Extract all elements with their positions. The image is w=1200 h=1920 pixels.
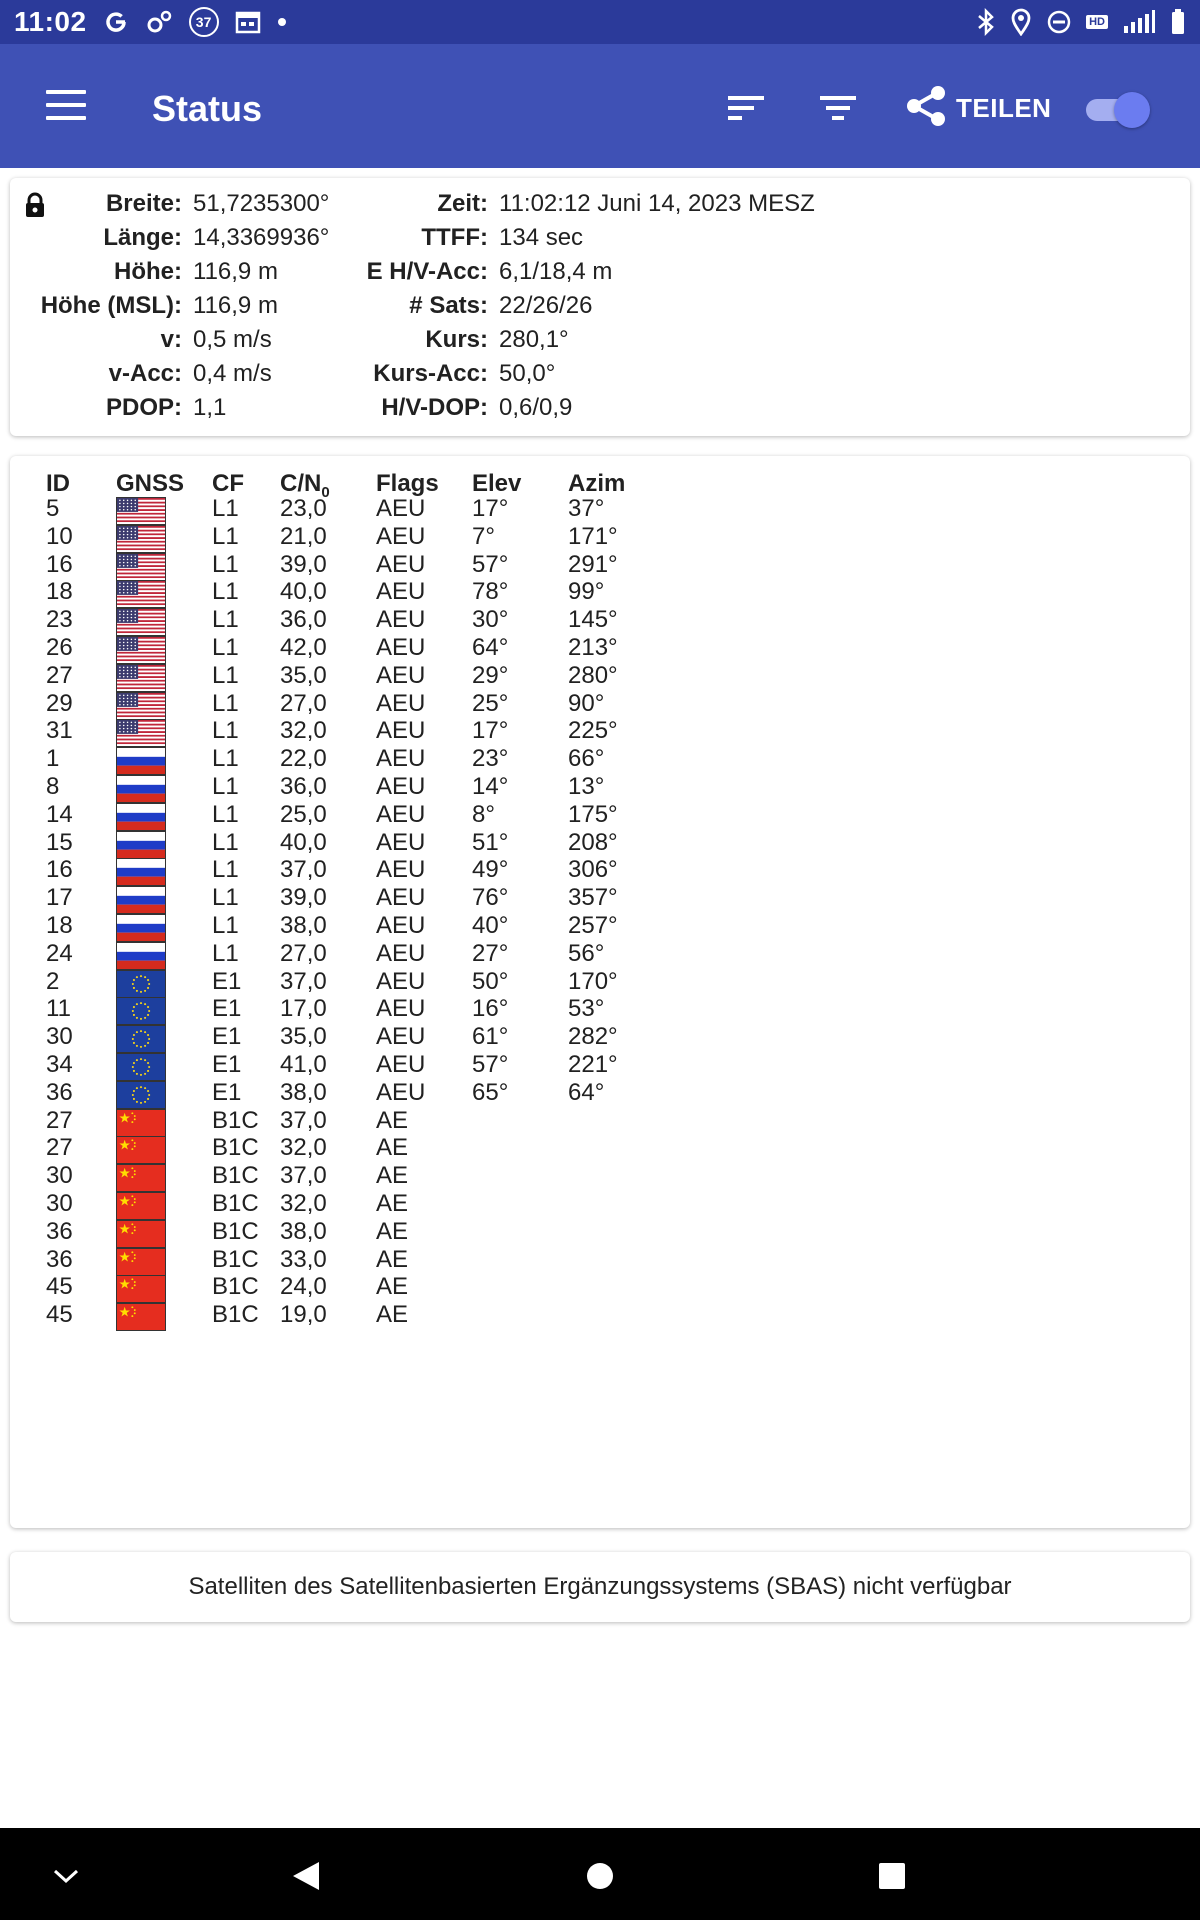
cell-elev: 40° xyxy=(472,912,509,939)
cell-cn0: 37,0 xyxy=(280,967,327,995)
cell-flags: AEU xyxy=(376,912,426,939)
cell-cf: B1C xyxy=(212,1245,259,1273)
cell-flags: AEU xyxy=(376,578,426,606)
cell-id: 31 xyxy=(46,717,73,745)
cell-id: 30 xyxy=(46,1023,73,1051)
cell-cf: L1 xyxy=(212,717,239,745)
position-value: 116,9 m xyxy=(193,292,278,319)
cell-flags: AEU xyxy=(376,634,426,661)
notification-count: 37 xyxy=(195,14,212,30)
cell-elev: 25° xyxy=(472,689,509,717)
navigation-bar xyxy=(0,1828,1200,1920)
position-card xyxy=(10,178,1190,436)
header-flags: Flags xyxy=(376,470,439,497)
dot-icon xyxy=(277,17,287,27)
cell-flags: AEU xyxy=(376,828,426,856)
cell-flags: AEU xyxy=(376,800,426,828)
cell-cf: B1C xyxy=(212,1217,259,1245)
cell-elev: 65° xyxy=(472,1078,509,1106)
cell-flags: AEU xyxy=(376,967,426,995)
position-label: Kurs: xyxy=(425,326,488,353)
cell-cf: B1C xyxy=(212,1273,259,1301)
satellite-table xyxy=(10,456,1190,1528)
cell-cf: L1 xyxy=(212,828,239,856)
cell-cf: L1 xyxy=(212,912,239,939)
header-cn0-subscript: 0 xyxy=(321,483,330,501)
position-label: v: xyxy=(160,326,182,353)
position-value: 0,6/0,9 xyxy=(499,394,573,421)
cell-cn0: 37,0 xyxy=(280,856,327,884)
cell-cf: L1 xyxy=(212,522,239,550)
cell-flags: AEU xyxy=(376,856,426,884)
filter-icon[interactable] xyxy=(816,90,860,126)
position-value: 0,5 m/s xyxy=(193,326,272,353)
cell-id: 27 xyxy=(46,661,73,689)
cell-cn0: 36,0 xyxy=(280,773,327,800)
cell-elev: 8° xyxy=(472,800,495,828)
cell-id: 15 xyxy=(46,828,73,856)
cell-azim: 280° xyxy=(568,661,618,689)
cell-elev: 57° xyxy=(472,550,509,578)
cell-id: 18 xyxy=(46,912,73,939)
bluetooth-icon xyxy=(976,8,996,36)
cell-cn0: 24,0 xyxy=(280,1273,327,1301)
cell-elev: 29° xyxy=(472,661,509,689)
calendar-icon xyxy=(235,10,261,34)
cell-cf: E1 xyxy=(212,995,242,1023)
page-title: Status xyxy=(152,88,263,129)
cell-azim: 282° xyxy=(568,1023,618,1051)
cell-cn0: 37,0 xyxy=(280,1162,327,1190)
cell-flags: AEU xyxy=(376,717,426,745)
google-g-icon xyxy=(103,9,129,35)
cell-azim: 221° xyxy=(568,1051,618,1078)
cell-flags: AEU xyxy=(376,495,426,522)
cell-elev: 78° xyxy=(472,578,509,606)
location-icon xyxy=(1010,8,1032,36)
cell-id: 8 xyxy=(46,773,60,800)
collapse-chevron-icon[interactable] xyxy=(38,1848,94,1904)
cell-azim: 56° xyxy=(568,939,605,967)
position-value: 134 sec xyxy=(499,224,584,251)
cell-elev: 27° xyxy=(472,939,509,967)
share-label: TEILEN xyxy=(956,92,1052,123)
cell-id: 11 xyxy=(46,995,71,1023)
cell-cf: L1 xyxy=(212,578,239,606)
cell-azim: 37° xyxy=(568,495,605,522)
signal-icon xyxy=(1122,10,1156,34)
position-value: 50,0° xyxy=(499,360,556,387)
cell-cn0: 21,0 xyxy=(280,522,327,550)
cell-cn0: 17,0 xyxy=(280,995,327,1023)
cell-flags: AEU xyxy=(376,522,426,550)
position-label: PDOP: xyxy=(105,394,182,421)
cell-elev: 76° xyxy=(472,884,509,912)
cell-flags: AE xyxy=(376,1190,409,1217)
cell-id: 5 xyxy=(46,495,60,522)
position-label: # Sats: xyxy=(409,292,488,319)
position-label: TTFF: xyxy=(421,224,488,251)
cell-flags: AEU xyxy=(376,689,426,717)
cell-azim: 66° xyxy=(568,745,605,773)
position-label: E H/V-Acc: xyxy=(366,258,488,285)
home-circle-icon[interactable] xyxy=(572,1848,628,1904)
cell-cf: B1C xyxy=(212,1106,259,1134)
header-azim: Azim xyxy=(568,470,626,497)
cell-elev: 49° xyxy=(472,856,509,884)
cell-cf: L1 xyxy=(212,745,239,773)
app-bar xyxy=(0,44,1200,168)
cell-cf: L1 xyxy=(212,689,239,717)
status-time: 11:02 xyxy=(14,6,87,37)
cell-cn0: 32,0 xyxy=(280,717,327,745)
position-value: 6,1/18,4 m xyxy=(499,258,613,285)
cell-cn0: 42,0 xyxy=(280,634,327,661)
cell-elev: 17° xyxy=(472,717,509,745)
position-label: Länge: xyxy=(103,224,182,251)
header-cf: CF xyxy=(212,470,244,497)
cell-azim: 145° xyxy=(568,606,618,634)
china-flag-icon xyxy=(116,1303,166,1331)
cell-azim: 90° xyxy=(568,689,605,717)
position-value: 22/26/26 xyxy=(499,292,593,319)
header-elev: Elev xyxy=(472,470,522,497)
cell-id: 16 xyxy=(46,856,73,884)
cell-cn0: 38,0 xyxy=(280,1078,327,1106)
cell-cf: L1 xyxy=(212,939,239,967)
position-label: Zeit: xyxy=(437,190,488,217)
cell-cf: E1 xyxy=(212,1023,242,1051)
share-button[interactable] xyxy=(904,84,1051,132)
menu-icon[interactable] xyxy=(46,90,86,120)
cell-cf: E1 xyxy=(212,1078,242,1106)
cell-cf: L1 xyxy=(212,550,239,578)
header-gnss: GNSS xyxy=(116,470,185,497)
battery-icon xyxy=(1170,8,1186,36)
cell-azim: 13° xyxy=(568,773,605,800)
cell-flags: AE xyxy=(376,1301,409,1329)
cell-cf: L1 xyxy=(212,606,239,634)
cell-id: 36 xyxy=(46,1078,73,1106)
do-not-disturb-icon xyxy=(1046,9,1072,35)
notification-37-icon xyxy=(189,7,219,37)
cell-flags: AE xyxy=(376,1162,409,1190)
cell-azim: 64° xyxy=(568,1078,605,1106)
cell-cn0: 35,0 xyxy=(280,1023,327,1051)
cell-cn0: 40,0 xyxy=(280,828,327,856)
table-row xyxy=(10,1298,710,1332)
cell-azim: 225° xyxy=(568,717,618,745)
cell-id: 23 xyxy=(46,606,73,634)
cell-cn0: 27,0 xyxy=(280,939,327,967)
cell-id: 16 xyxy=(46,550,73,578)
status-bar xyxy=(0,0,1200,44)
cell-cf: L1 xyxy=(212,661,239,689)
cell-id: 17 xyxy=(46,884,73,912)
position-value: 280,1° xyxy=(499,326,569,353)
cell-id: 27 xyxy=(46,1106,73,1134)
cell-elev: 64° xyxy=(472,634,509,661)
cell-flags: AEU xyxy=(376,1078,426,1106)
cell-cf: E1 xyxy=(212,967,242,995)
cell-elev: 16° xyxy=(472,995,509,1023)
cell-cn0: 36,0 xyxy=(280,606,327,634)
cell-azim: 213° xyxy=(568,634,618,661)
cell-cn0: 33,0 xyxy=(280,1245,327,1273)
cell-flags: AE xyxy=(376,1106,409,1134)
cell-azim: 99° xyxy=(568,578,605,606)
cell-id: 36 xyxy=(46,1217,73,1245)
cell-elev: 7° xyxy=(472,522,495,550)
back-triangle-icon[interactable] xyxy=(278,1848,334,1904)
position-label: Kurs-Acc: xyxy=(373,360,488,387)
cell-cn0: 25,0 xyxy=(280,800,327,828)
cell-elev: 30° xyxy=(472,606,509,634)
cell-cn0: 23,0 xyxy=(280,495,327,522)
cell-azim: 306° xyxy=(568,856,618,884)
cell-flags: AEU xyxy=(376,745,426,773)
cell-cf: L1 xyxy=(212,856,239,884)
cell-cn0: 41,0 xyxy=(280,1051,327,1078)
position-value: 14,3369936° xyxy=(193,224,330,251)
hd-icon: HD xyxy=(1086,15,1108,29)
cell-flags: AEU xyxy=(376,1023,426,1051)
cell-cn0: 39,0 xyxy=(280,550,327,578)
cell-id: 45 xyxy=(46,1273,73,1301)
cell-cf: L1 xyxy=(212,773,239,800)
cell-cf: B1C xyxy=(212,1301,259,1329)
position-value: 11:02:12 Juni 14, 2023 MESZ xyxy=(499,190,815,217)
cell-flags: AEU xyxy=(376,1051,426,1078)
position-label: v-Acc: xyxy=(108,360,182,387)
cell-flags: AEU xyxy=(376,606,426,634)
cell-cf: B1C xyxy=(212,1162,259,1190)
cell-id: 26 xyxy=(46,634,73,661)
cell-id: 45 xyxy=(46,1301,73,1329)
position-value: 1,1 xyxy=(193,394,227,421)
cell-cn0: 37,0 xyxy=(280,1106,327,1134)
cell-cn0: 32,0 xyxy=(280,1134,327,1162)
cell-flags: AEU xyxy=(376,661,426,689)
position-value: 0,4 m/s xyxy=(193,360,272,387)
cell-elev: 23° xyxy=(472,745,509,773)
cell-id: 10 xyxy=(46,522,73,550)
cell-elev: 14° xyxy=(472,773,509,800)
cell-elev: 57° xyxy=(472,1051,509,1078)
cell-id: 30 xyxy=(46,1162,73,1190)
cell-flags: AE xyxy=(376,1217,409,1245)
cell-cn0: 38,0 xyxy=(280,1217,327,1245)
cell-cf: B1C xyxy=(212,1190,259,1217)
cell-id: 14 xyxy=(46,800,73,828)
cell-cn0: 22,0 xyxy=(280,745,327,773)
cell-cn0: 27,0 xyxy=(280,689,327,717)
position-label: Breite: xyxy=(105,190,182,217)
cell-azim: 170° xyxy=(568,967,618,995)
cell-azim: 53° xyxy=(568,995,605,1023)
cell-elev: 17° xyxy=(472,495,509,522)
position-label: H/V-DOP: xyxy=(381,394,488,421)
cell-id: 24 xyxy=(46,939,73,967)
cell-elev: 51° xyxy=(472,828,509,856)
cell-id: 36 xyxy=(46,1245,73,1273)
position-value: 51,7235300° xyxy=(193,190,330,217)
lock-icon xyxy=(24,192,46,223)
cell-cf: L1 xyxy=(212,884,239,912)
cell-flags: AEU xyxy=(376,550,426,578)
sbas-message: Satelliten des Satellitenbasierten Ergänzungssystems (SBAS) nicht verfügbar xyxy=(188,1573,1012,1600)
cell-flags: AEU xyxy=(376,884,426,912)
cell-flags: AE xyxy=(376,1134,409,1162)
cell-azim: 171° xyxy=(568,522,618,550)
position-label: Höhe: xyxy=(114,258,182,285)
cell-id: 2 xyxy=(46,967,60,995)
sort-icon[interactable] xyxy=(724,90,768,126)
position-label: Höhe (MSL): xyxy=(40,292,182,319)
cell-azim: 175° xyxy=(568,800,618,828)
cell-elev: 61° xyxy=(472,1023,509,1051)
sbas-card xyxy=(10,1552,1190,1622)
cell-id: 34 xyxy=(46,1051,73,1078)
cell-azim: 291° xyxy=(568,550,618,578)
share-icon xyxy=(904,84,948,133)
cell-azim: 357° xyxy=(568,884,618,912)
cell-azim: 257° xyxy=(568,912,618,939)
settings-gear-icon xyxy=(145,9,173,35)
cell-cf: L1 xyxy=(212,634,239,661)
cell-id: 27 xyxy=(46,1134,73,1162)
cell-elev: 50° xyxy=(472,967,509,995)
cell-flags: AEU xyxy=(376,773,426,800)
cell-cf: L1 xyxy=(212,495,239,522)
cell-azim: 208° xyxy=(568,828,618,856)
cell-cn0: 32,0 xyxy=(280,1190,327,1217)
cell-id: 30 xyxy=(46,1190,73,1217)
cell-cn0: 39,0 xyxy=(280,884,327,912)
cell-cn0: 40,0 xyxy=(280,578,327,606)
cell-flags: AE xyxy=(376,1245,409,1273)
tracking-toggle[interactable] xyxy=(1084,94,1148,124)
recents-square-icon[interactable] xyxy=(864,1848,920,1904)
header-cn0-label: C/N xyxy=(280,470,322,497)
cell-id: 1 xyxy=(46,745,60,773)
cell-id: 29 xyxy=(46,689,73,717)
cell-flags: AEU xyxy=(376,995,426,1023)
cell-flags: AEU xyxy=(376,939,426,967)
position-value: 116,9 m xyxy=(193,258,278,285)
cell-flags: AE xyxy=(376,1273,409,1301)
header-id: ID xyxy=(46,470,70,497)
cell-cn0: 35,0 xyxy=(280,661,327,689)
cell-cf: L1 xyxy=(212,800,239,828)
cell-cf: B1C xyxy=(212,1134,259,1162)
cell-cf: E1 xyxy=(212,1051,242,1078)
cell-id: 18 xyxy=(46,578,73,606)
cell-cn0: 38,0 xyxy=(280,912,327,939)
cell-cn0: 19,0 xyxy=(280,1301,327,1329)
